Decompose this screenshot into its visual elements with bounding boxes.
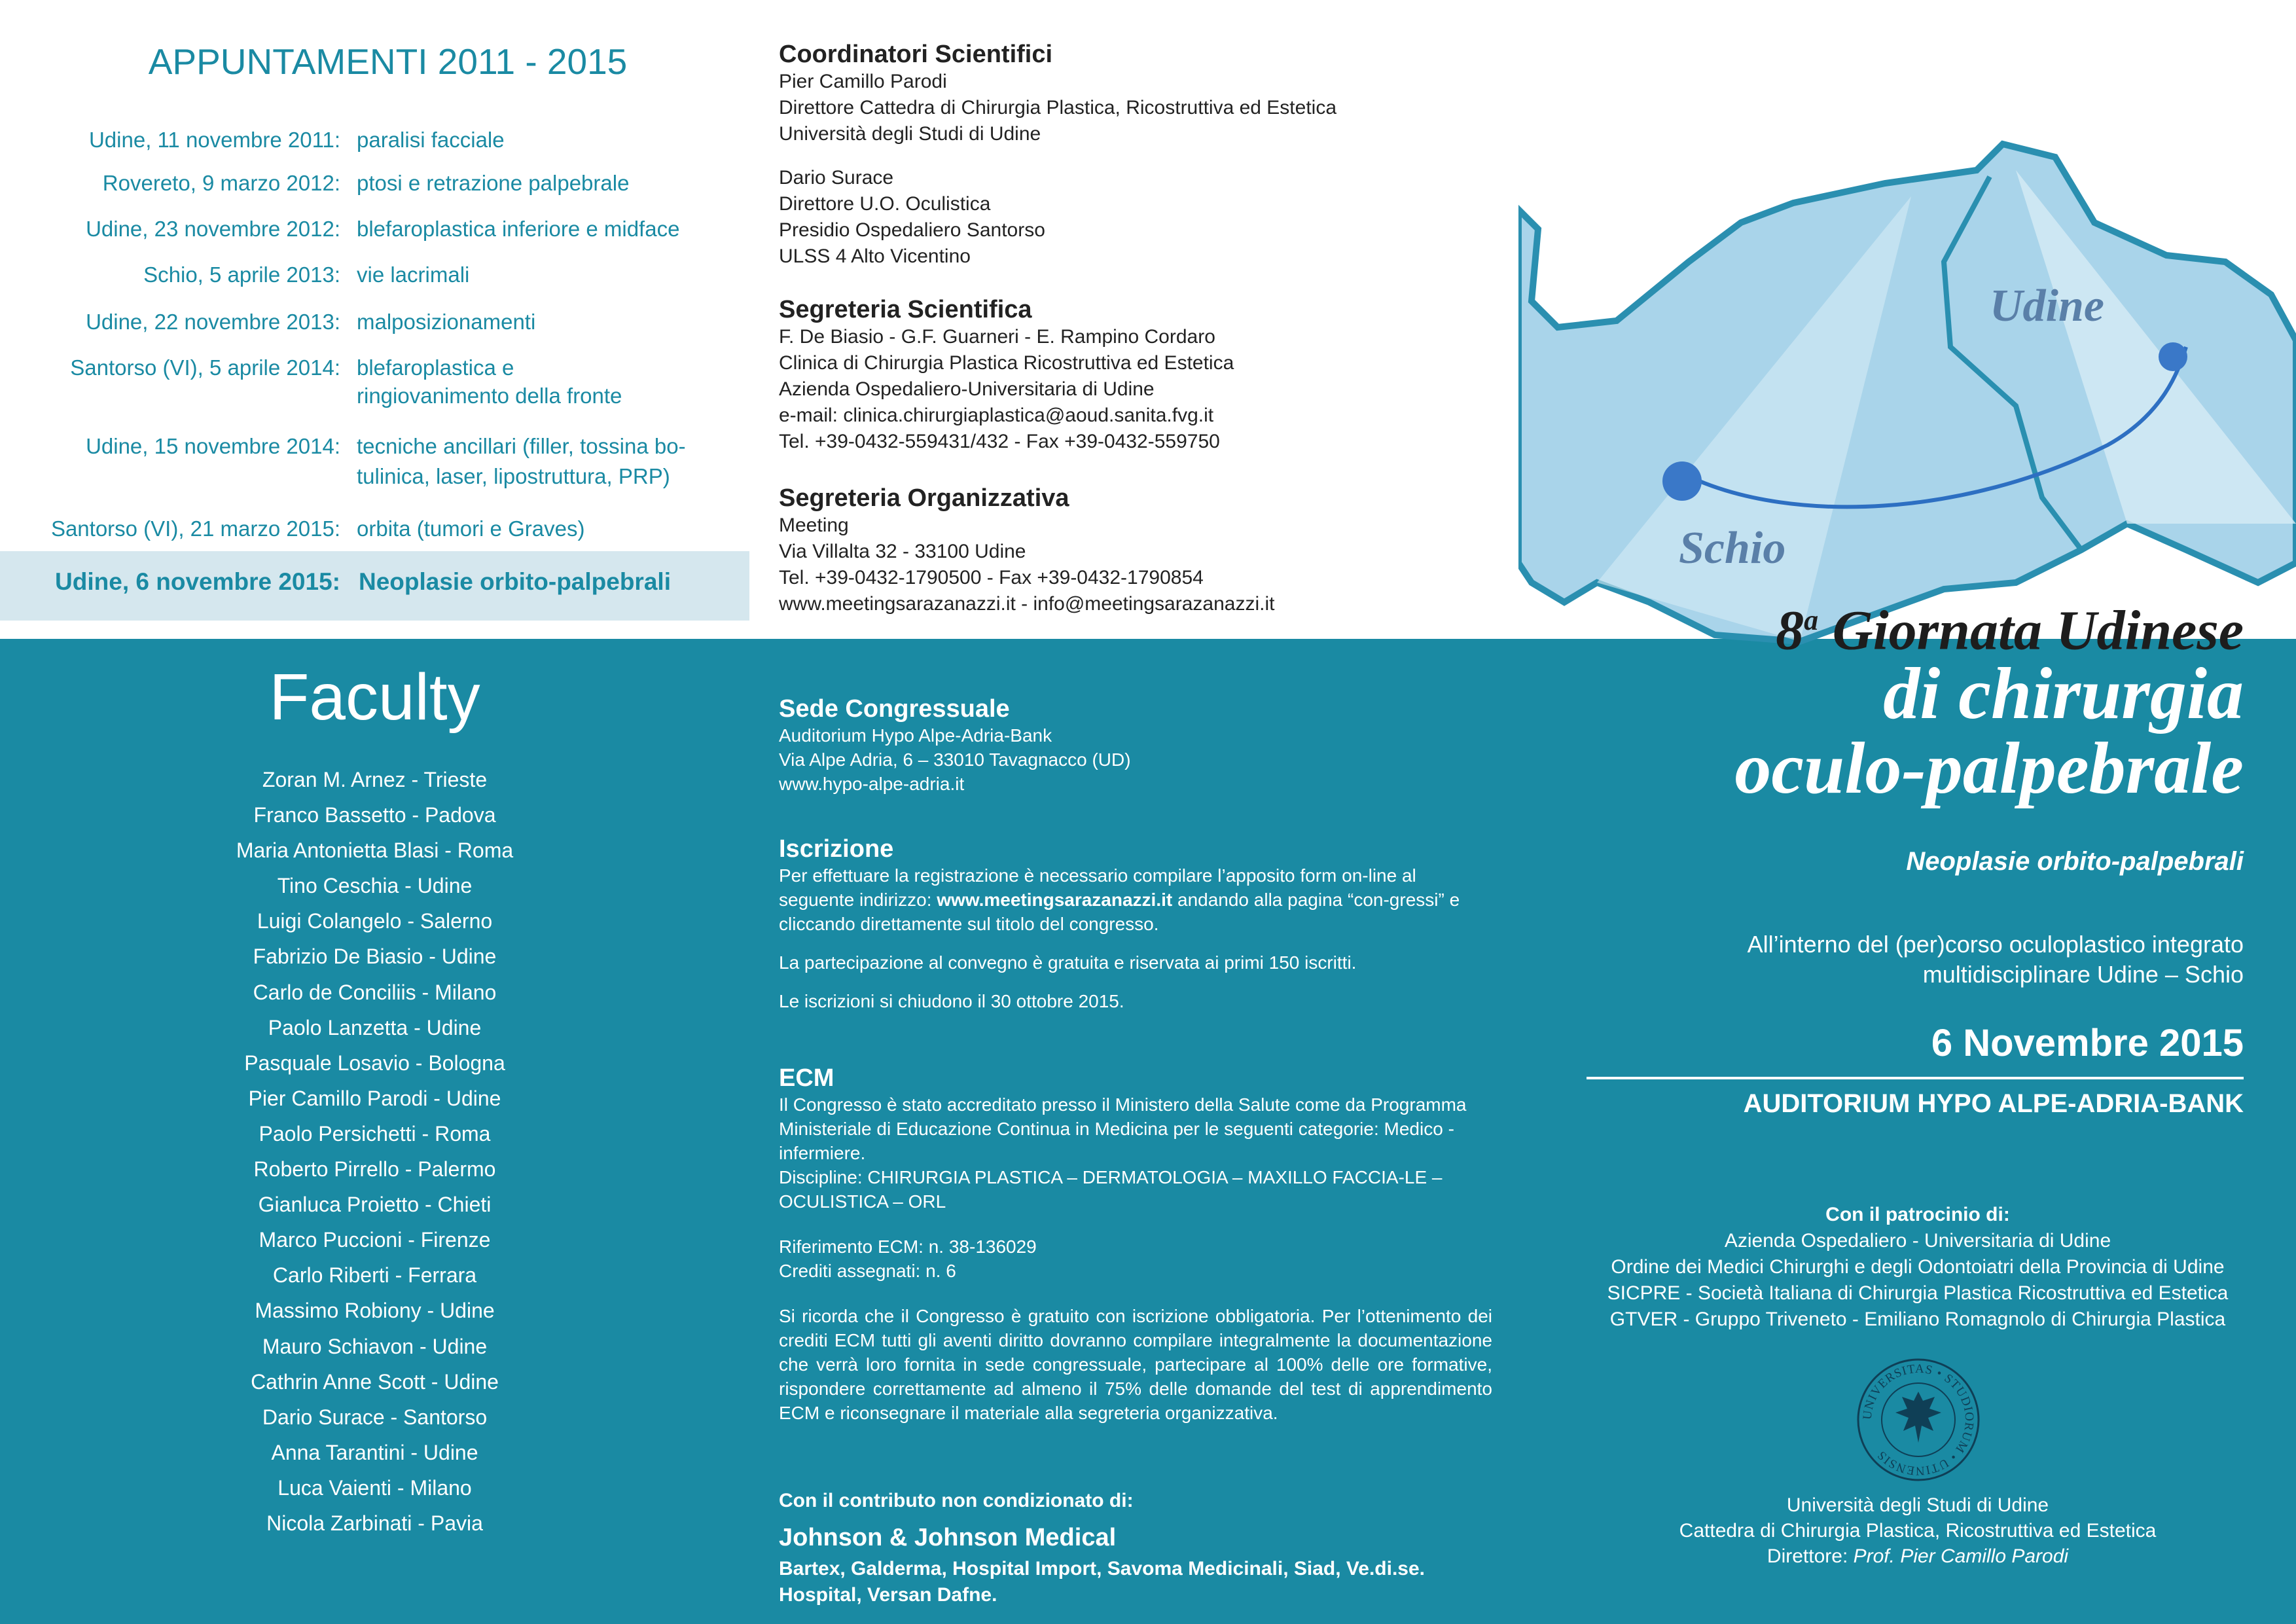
patronage-line: Azienda Ospedaliero - Universitaria di Udine [1724, 1230, 2111, 1252]
faculty-member: Carlo Riberti - Ferrara [272, 1263, 477, 1288]
map-label-udine: Udine [1990, 281, 2104, 331]
patronage-section [1558, 1202, 2278, 1333]
faculty-member: Roberto Pirrello - Palermo [253, 1157, 496, 1182]
udine-marker [2159, 342, 2187, 371]
faculty-member: Maria Antonietta Blasi - Roma [236, 839, 514, 863]
appointment-place: Rovereto, 9 marzo 2012: [102, 171, 340, 195]
faculty-member: Fabrizio De Biasio - Udine [253, 945, 497, 969]
registration-free: La partecipazione al convegno è gratuita e riservata ai primi 150 iscritti. [779, 952, 1357, 973]
venue-section [779, 695, 1499, 796]
appointment-topic: ringiovanimento della fronte [357, 384, 622, 408]
registration-section [779, 835, 1486, 1013]
scientific-secretariat-heading: Segreteria Scientifica [779, 296, 1032, 323]
coordinator-line: Università degli Studi di Udine [779, 123, 1041, 145]
university-credits [1558, 1492, 2278, 1569]
appointment-place: Udine, 22 novembre 2013: [86, 310, 340, 334]
appointment-topic: orbita (tumori e Graves) [357, 516, 585, 541]
event-context [1748, 929, 2244, 990]
registration-deadline: Le iscrizioni si chiudono il 30 ottobre 2015. [779, 991, 1124, 1011]
appointment-topic: paralisi facciale [357, 128, 505, 152]
faculty-member: Carlo de Conciliis - Milano [253, 980, 497, 1004]
director-name: Prof. Pier Camillo Parodi [1853, 1545, 2069, 1567]
appointment-place: Santorso (VI), 21 marzo 2015: [50, 516, 340, 541]
appointment-topic: tulinica, laser, lipostruttura, PRP) [357, 464, 670, 488]
appointment-topic: vie lacrimali [357, 262, 470, 287]
university-director [1558, 1543, 2278, 1569]
secretariat-line: F. De Biasio - G.F. Guarneri - E. Rampino Cordaro [779, 326, 1215, 348]
coordinator-line: Pier Camillo Parodi [779, 71, 947, 92]
event-title-text: Giornata Udinese [1832, 598, 2244, 662]
appointment-topic: ptosi e retrazione palpebrale [357, 171, 630, 195]
appointment-topic: Neoplasie orbito-palpebrali [359, 568, 671, 595]
faculty-member: Massimo Robiony - Udine [255, 1299, 495, 1323]
coordinator-line: Presidio Ospedaliero Santorso [779, 219, 1045, 241]
patronage-line: SICPRE - Società Italiana di Chirurgia Plastica Ricostruttiva ed Estetica [1607, 1282, 2229, 1304]
venue-line: Via Alpe Adria, 6 – 33010 Tavagnacco (UD) [779, 749, 1131, 770]
appointments-title: APPUNTAMENTI 2011 - 2015 [148, 41, 628, 82]
sponsor-main: Johnson & Johnson Medical [779, 1524, 1117, 1551]
coordinators-section [779, 41, 1518, 270]
faculty-member: Marco Puccioni - Firenze [259, 1228, 491, 1252]
ecm-reference: Riferimento ECM: n. 38-136029 [779, 1236, 1037, 1257]
faculty-member: Zoran M. Arnez - Trieste [262, 768, 488, 791]
registration-text: Per effettuare la registrazione è necessario compilare l’apposito form on-line al seguente indirizzo: [779, 865, 1416, 910]
schio-marker [1662, 461, 1702, 501]
faculty-member: Gianluca Proietto - Chieti [258, 1193, 492, 1217]
registration-heading: Iscrizione [779, 835, 894, 863]
appointment-place: Udine, 11 novembre 2011: [88, 128, 340, 152]
faculty-member: Nicola Zarbinati - Pavia [266, 1511, 483, 1535]
event-subtitle: Neoplasie orbito-palpebrali [1906, 847, 2244, 876]
faculty-member: Dario Surace - Santorso [262, 1405, 488, 1429]
university-department: Cattedra di Chirurgia Plastica, Ricostruttiva ed Estetica [1679, 1520, 2157, 1542]
patronage-line: GTVER - Gruppo Triveneto - Emiliano Romagnolo di Chirurgia Plastica [1609, 1308, 2226, 1330]
date-divider [1587, 1077, 2244, 1079]
registration-text: andando alla pagina “con-gressi” e cliccando direttamente sul titolo del congresso. [779, 890, 1460, 934]
ecm-accreditation: Il Congresso è stato accreditato presso il Ministero della Salute come da Programma Ministeriale di Educazione Continua in Medicina per le seguenti categorie: Medico - infermiere. [779, 1094, 1467, 1163]
faculty-member: Pier Camillo Parodi - Udine [248, 1086, 501, 1110]
faculty-member: Tino Ceschia - Udine [277, 874, 473, 898]
coordinator-line: Direttore U.O. Oculistica [779, 193, 991, 215]
ecm-requirements: Si ricorda che il Congresso è gratuito con iscrizione obbligatoria. Per l’ottenimento dei crediti ECM tutti gli aventi diritto dovranno compilare integralmente la documentazione che verrà loro fornita in sede congressuale, partecipare al 100% delle ore formative, rispondere correttamente ad almeno il 75% delle domande del test di apprendimento ECM e riconsegnare il materiale alla segreteria organizzativa. [779, 1306, 1492, 1423]
coordinator-line: Direttore Cattedra di Chirurgia Plastica, Ricostruttiva ed Estetica [779, 97, 1337, 118]
event-context-line: multidisciplinare Udine – Schio [1922, 961, 2244, 988]
ecm-credits: Crediti assegnati: n. 6 [779, 1261, 956, 1281]
faculty-list [0, 762, 749, 1541]
appointment-place: Udine, 15 novembre 2014: [86, 434, 340, 458]
organizing-line: Tel. +39-0432-1790500 - Fax +39-0432-1790854 [779, 567, 1204, 588]
venue-link[interactable]: www.hypo-alpe-adria.it [779, 774, 965, 794]
event-edition-sup: a [1804, 604, 1819, 636]
faculty-member: Franco Bassetto - Padova [253, 803, 496, 827]
organizing-secretariat-section [779, 484, 1518, 617]
faculty-member: Pasquale Losavio - Bologna [244, 1051, 505, 1075]
university-seal [1856, 1358, 1981, 1482]
sponsors-heading: Con il contributo non condizionato di: [779, 1490, 1134, 1511]
patronage-heading: Con il patrocinio di: [1825, 1204, 2010, 1225]
faculty-member: Luca Vaienti - Milano [278, 1475, 472, 1500]
sponsors-others: Bartex, Galderma, Hospital Import, Savoma Medicinali, Siad, Ve.di.se. Hospital, Versan Dafne. [779, 1558, 1425, 1606]
organizing-link[interactable]: www.meetingsarazanazzi.it - info@meetingsarazanazzi.it [779, 593, 1275, 615]
appointment-highlight [0, 551, 749, 621]
coordinator-line: ULSS 4 Alto Vicentino [779, 245, 971, 267]
appointment-topic: blefaroplastica e [357, 355, 514, 380]
scientific-secretariat-section [779, 296, 1518, 455]
faculty-member: Mauro Schiavon - Udine [262, 1334, 488, 1358]
event-venue: AUDITORIUM HYPO ALPE-ADRIA-BANK [1743, 1089, 2244, 1118]
patronage-line: Ordine dei Medici Chirurghi e degli Odontoiatri della Provincia di Udine [1611, 1256, 2225, 1278]
secretariat-phone: Tel. +39-0432-559431/432 - Fax +39-0432-559750 [779, 431, 1220, 452]
coordinator-line: Dario Surace [779, 167, 894, 189]
secretariat-line: Clinica di Chirurgia Plastica Ricostruttiva ed Estetica [779, 352, 1234, 374]
sponsors-section [779, 1490, 1433, 1608]
registration-paragraph [779, 863, 1486, 936]
event-edition: 8 [1776, 598, 1804, 662]
appointment-place: Santorso (VI), 5 aprile 2014: [70, 355, 340, 380]
organizing-line: Meeting [779, 514, 849, 536]
university-name: Università degli Studi di Udine [1786, 1494, 2049, 1516]
coordinators-heading: Coordinatori Scientifici [779, 41, 1053, 68]
region-map [1518, 131, 2296, 648]
secretariat-email[interactable]: e-mail: clinica.chirurgiaplastica@aoud.sanita.fvg.it [779, 405, 1214, 426]
appointment-place: Schio, 5 aprile 2013: [143, 262, 340, 287]
ecm-disciplines: Discipline: CHIRURGIA PLASTICA – DERMATOLOGIA – MAXILLO FACCIA-LE – OCULISTICA – ORL [779, 1167, 1443, 1212]
faculty-member: Luigi Colangelo - Salerno [257, 909, 493, 933]
event-date: 6 Novembre 2015 [1931, 1022, 2244, 1064]
seal-text: UNIVERSITAS • STUDIORUM • UTINENSIS [1860, 1362, 1977, 1478]
venue-heading: Sede Congressuale [779, 695, 1010, 723]
appointment-place: Udine, 6 novembre 2015: [55, 568, 340, 595]
ecm-heading: ECM [779, 1064, 834, 1092]
organizing-line: Via Villalta 32 - 33100 Udine [779, 541, 1026, 562]
map-label-schio: Schio [1679, 523, 1786, 573]
appointment-topic: tecniche ancillari (filler, tossina bo- [357, 434, 686, 458]
appointment-topic: blefaroplastica inferiore e midface [357, 217, 680, 241]
event-title-line1 [1776, 589, 2244, 662]
secretariat-line: Azienda Ospedaliero-Universitaria di Udine [779, 378, 1155, 400]
event-title-line3: oculo-palpebrale [1734, 728, 2244, 809]
event-title-line2: di chirurgia [1883, 653, 2244, 734]
venue-line: Auditorium Hypo Alpe-Adria-Bank [779, 725, 1052, 746]
organizing-secretariat-heading: Segreteria Organizzativa [779, 484, 1069, 512]
ecm-section [779, 1064, 1492, 1425]
faculty-member: Paolo Persichetti - Roma [259, 1121, 491, 1146]
faculty-member: Paolo Lanzetta - Udine [268, 1015, 482, 1039]
director-label: Direttore: [1767, 1545, 1854, 1567]
faculty-title: Faculty [269, 660, 480, 734]
appointment-topic: malposizionamenti [357, 310, 536, 334]
faculty-member: Anna Tarantini - Udine [271, 1440, 478, 1464]
registration-link[interactable]: www.meetingsarazanazzi.it [937, 890, 1173, 910]
faculty-member: Cathrin Anne Scott - Udine [251, 1369, 499, 1394]
eagle-icon [1895, 1392, 1941, 1443]
event-context-line: All’interno del (per)corso oculoplastico integrato [1747, 931, 2244, 958]
appointment-place: Udine, 23 novembre 2012: [86, 217, 340, 241]
